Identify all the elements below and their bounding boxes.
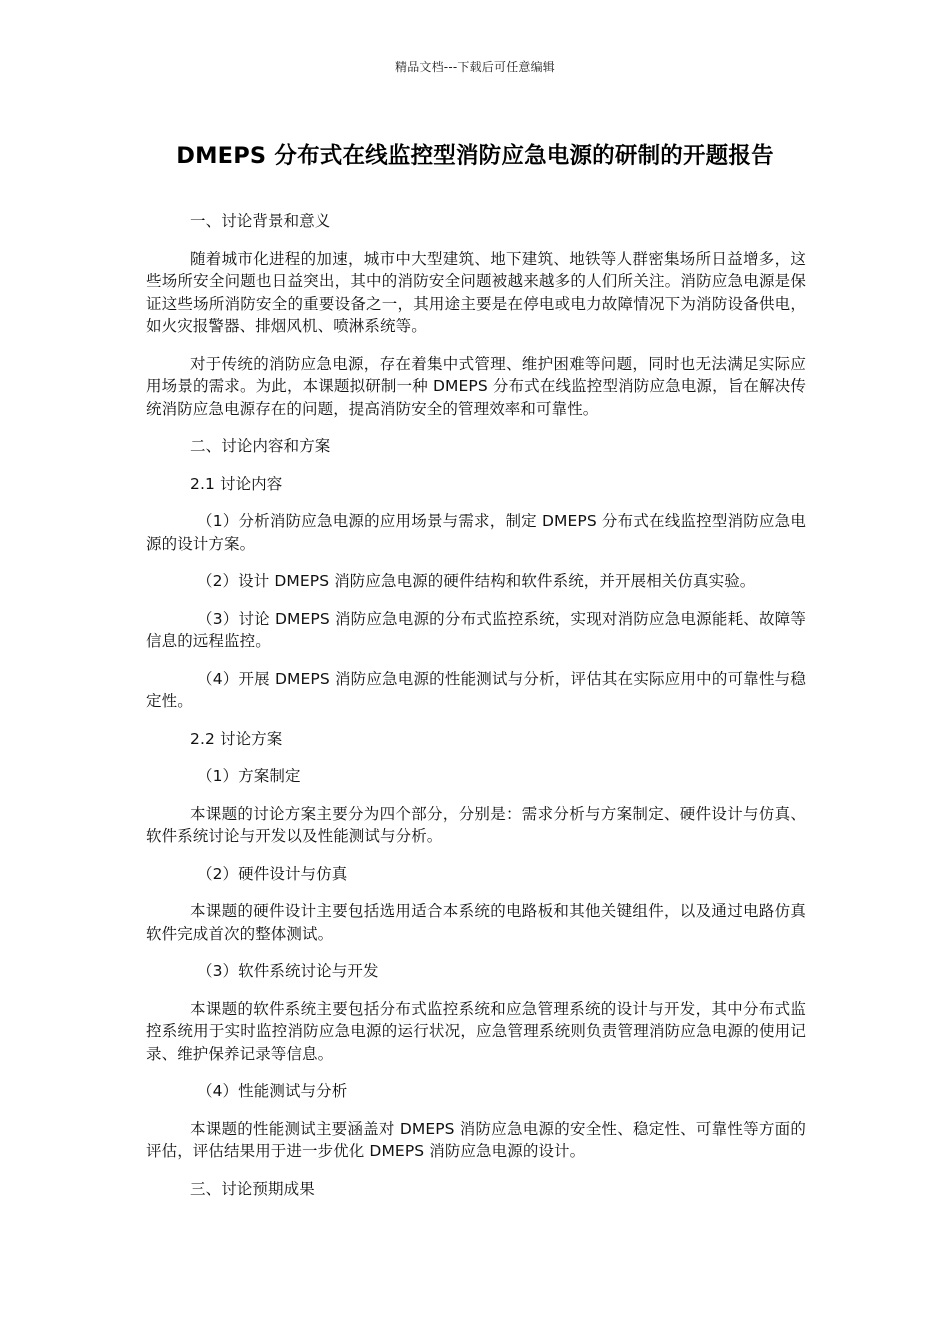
paragraph: 2.1 讨论内容 bbox=[190, 474, 283, 493]
paragraph: （4）性能测试与分析 bbox=[197, 1082, 348, 1100]
paragraph: 本课题的性能测试主要涵盖对 DMEPS 消防应急电源的安全性、稳定性、可靠性等方面的评估，评估结果用于进一步优化 DMEPS 消防应急电源的设计。 bbox=[146, 1119, 806, 1160]
paragraph: （3）软件系统讨论与开发 bbox=[197, 962, 379, 980]
paragraph: （2）设计 DMEPS 消防应急电源的硬件结构和软件系统，并开展相关仿真实验。 bbox=[197, 572, 756, 590]
paragraph: （1）分析消防应急电源的应用场景与需求，制定 DMEPS 分布式在线监控型消防应急电源的设计方案。 bbox=[146, 512, 806, 553]
document-body bbox=[146, 210, 806, 1215]
paragraph: 本课题的硬件设计主要包括选用适合本系统的电路板和其他关键组件，以及通过电路仿真软件完成首次的整体测试。 bbox=[146, 902, 806, 943]
paragraph: （3）讨论 DMEPS 消防应急电源的分布式监控系统，实现对消防应急电源能耗、故障等信息的远程监控。 bbox=[146, 609, 806, 650]
paragraph: 三、讨论预期成果 bbox=[190, 1179, 315, 1198]
paragraph: 本课题的软件系统主要包括分布式监控系统和应急管理系统的设计与开发，其中分布式监控系统用于实时监控消防应急电源的运行状况，应急管理系统则负责管理消防应急电源的使用记录、维护保养记录等信息。 bbox=[146, 999, 806, 1063]
page-header-watermark: 精品文档---下载后可任意编辑 bbox=[395, 60, 555, 74]
paragraph: 一、讨论背景和意义 bbox=[190, 212, 331, 230]
document-title: DMEPS 分布式在线监控型消防应急电源的研制的开题报告 bbox=[176, 143, 774, 169]
paragraph: （1）方案制定 bbox=[197, 767, 301, 785]
paragraph: 对于传统的消防应急电源，存在着集中式管理、维护困难等问题，同时也无法满足实际应用场景的需求。为此，本课题拟研制一种 DMEPS 分布式在线监控型消防应急电源，旨在解决传统消防应急电源存在的问题，提高消防安全的管理效率和可靠性。 bbox=[146, 354, 806, 418]
paragraph: 2.2 讨论方案 bbox=[190, 729, 283, 748]
paragraph: （2）硬件设计与仿真 bbox=[197, 864, 348, 883]
paragraph: 本课题的讨论方案主要分为四个部分，分别是：需求分析与方案制定、硬件设计与仿真、软件系统讨论与开发以及性能测试与分析。 bbox=[146, 804, 806, 845]
paragraph: 随着城市化进程的加速，城市中大型建筑、地下建筑、地铁等人群密集场所日益增多，这些场所安全问题也日益突出，其中的消防安全问题被越来越多的人们所关注。消防应急电源是保证这些场所消防安全的重要设备之一，其用途主要是在停电或电力故障情况下为消防设备供电，如火灾报警器、排烟风机、喷淋系统等。 bbox=[146, 249, 806, 335]
paragraph: （4）开展 DMEPS 消防应急电源的性能测试与分析，评估其在实际应用中的可靠性与稳定性。 bbox=[146, 669, 806, 710]
paragraph: 二、讨论内容和方案 bbox=[190, 437, 331, 455]
